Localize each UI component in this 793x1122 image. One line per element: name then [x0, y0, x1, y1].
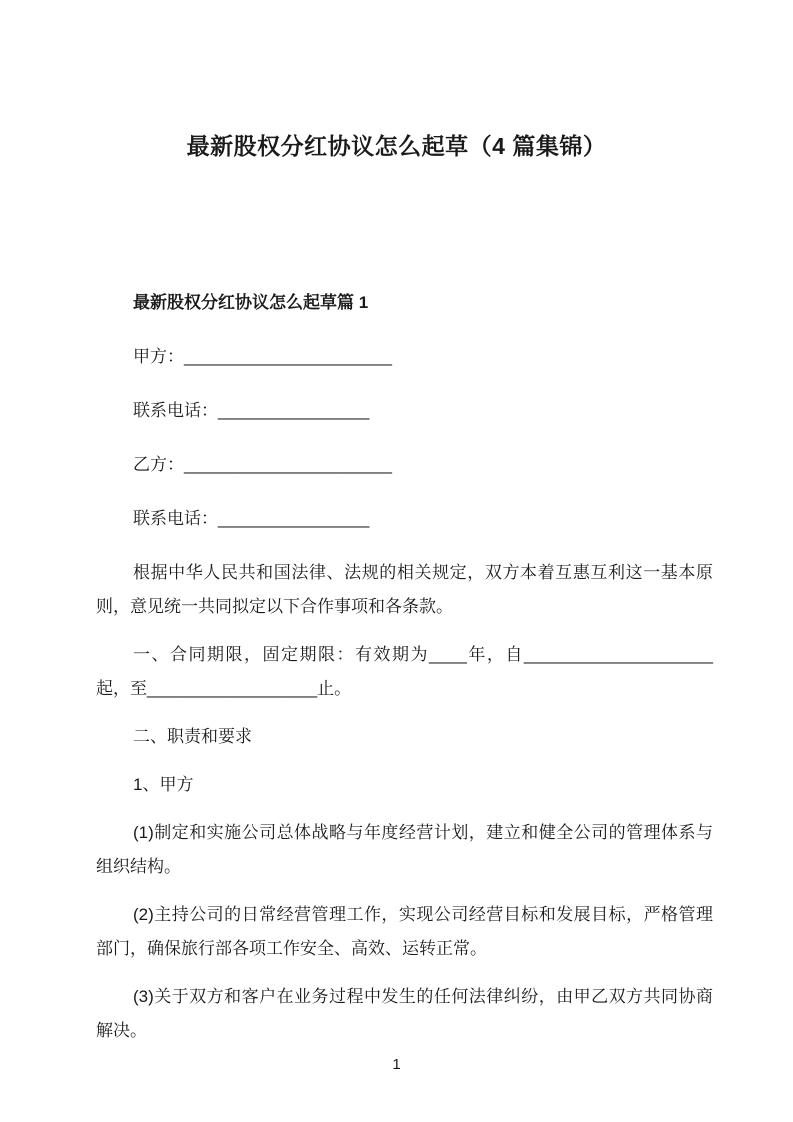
field-phone-a: [96, 394, 713, 428]
field-phone-b: [96, 502, 713, 536]
paragraph-duties-heading: 二、职责和要求: [133, 727, 252, 746]
page-number: 1: [392, 1056, 401, 1073]
blank-line: ______________________: [184, 455, 393, 474]
blank-line: ______________________: [184, 347, 393, 366]
paragraph-term: 一、合同期限，固定期限：有效期为____年，自____________________起，至__________________止。: [96, 645, 713, 698]
document-body: [96, 286, 713, 1048]
paragraph-preamble: 根据中华人民共和国法律、法规的相关规定，双方本着互惠互利这一基本原则，意见统一共同拟定以下合作事项和各条款。: [96, 563, 713, 616]
field-label: 甲方：: [133, 347, 184, 366]
paragraph-duty-3: (3)关于双方和客户在业务过程中发生的任何法律纠纷，由甲乙双方共同协商解决。: [96, 987, 713, 1040]
paragraph-party-a-heading: 1、甲方: [133, 775, 194, 794]
blank-line: ________________: [218, 509, 370, 528]
field-label: 联系电话：: [133, 509, 218, 528]
paragraph-duty-1: (1)制定和实施公司总体战略与年度经营计划，建立和健全公司的管理体系与组织结构。: [96, 823, 713, 876]
field-party-a: [96, 340, 713, 374]
blank-line: ________________: [218, 401, 370, 420]
field-party-b: [96, 448, 713, 482]
field-label: 联系电话：: [133, 401, 218, 420]
paragraph-duty-2: (2)主持公司的日常经营管理工作，实现公司经营目标和发展目标，严格管理部门，确保旅行部各项工作安全、高效、运转正常。: [96, 905, 713, 958]
field-label: 乙方：: [133, 455, 184, 474]
page-title: 最新股权分红协议怎么起草（4 篇集锦）: [186, 133, 607, 159]
article-heading: 最新股权分红协议怎么起草篇 1: [133, 293, 369, 312]
